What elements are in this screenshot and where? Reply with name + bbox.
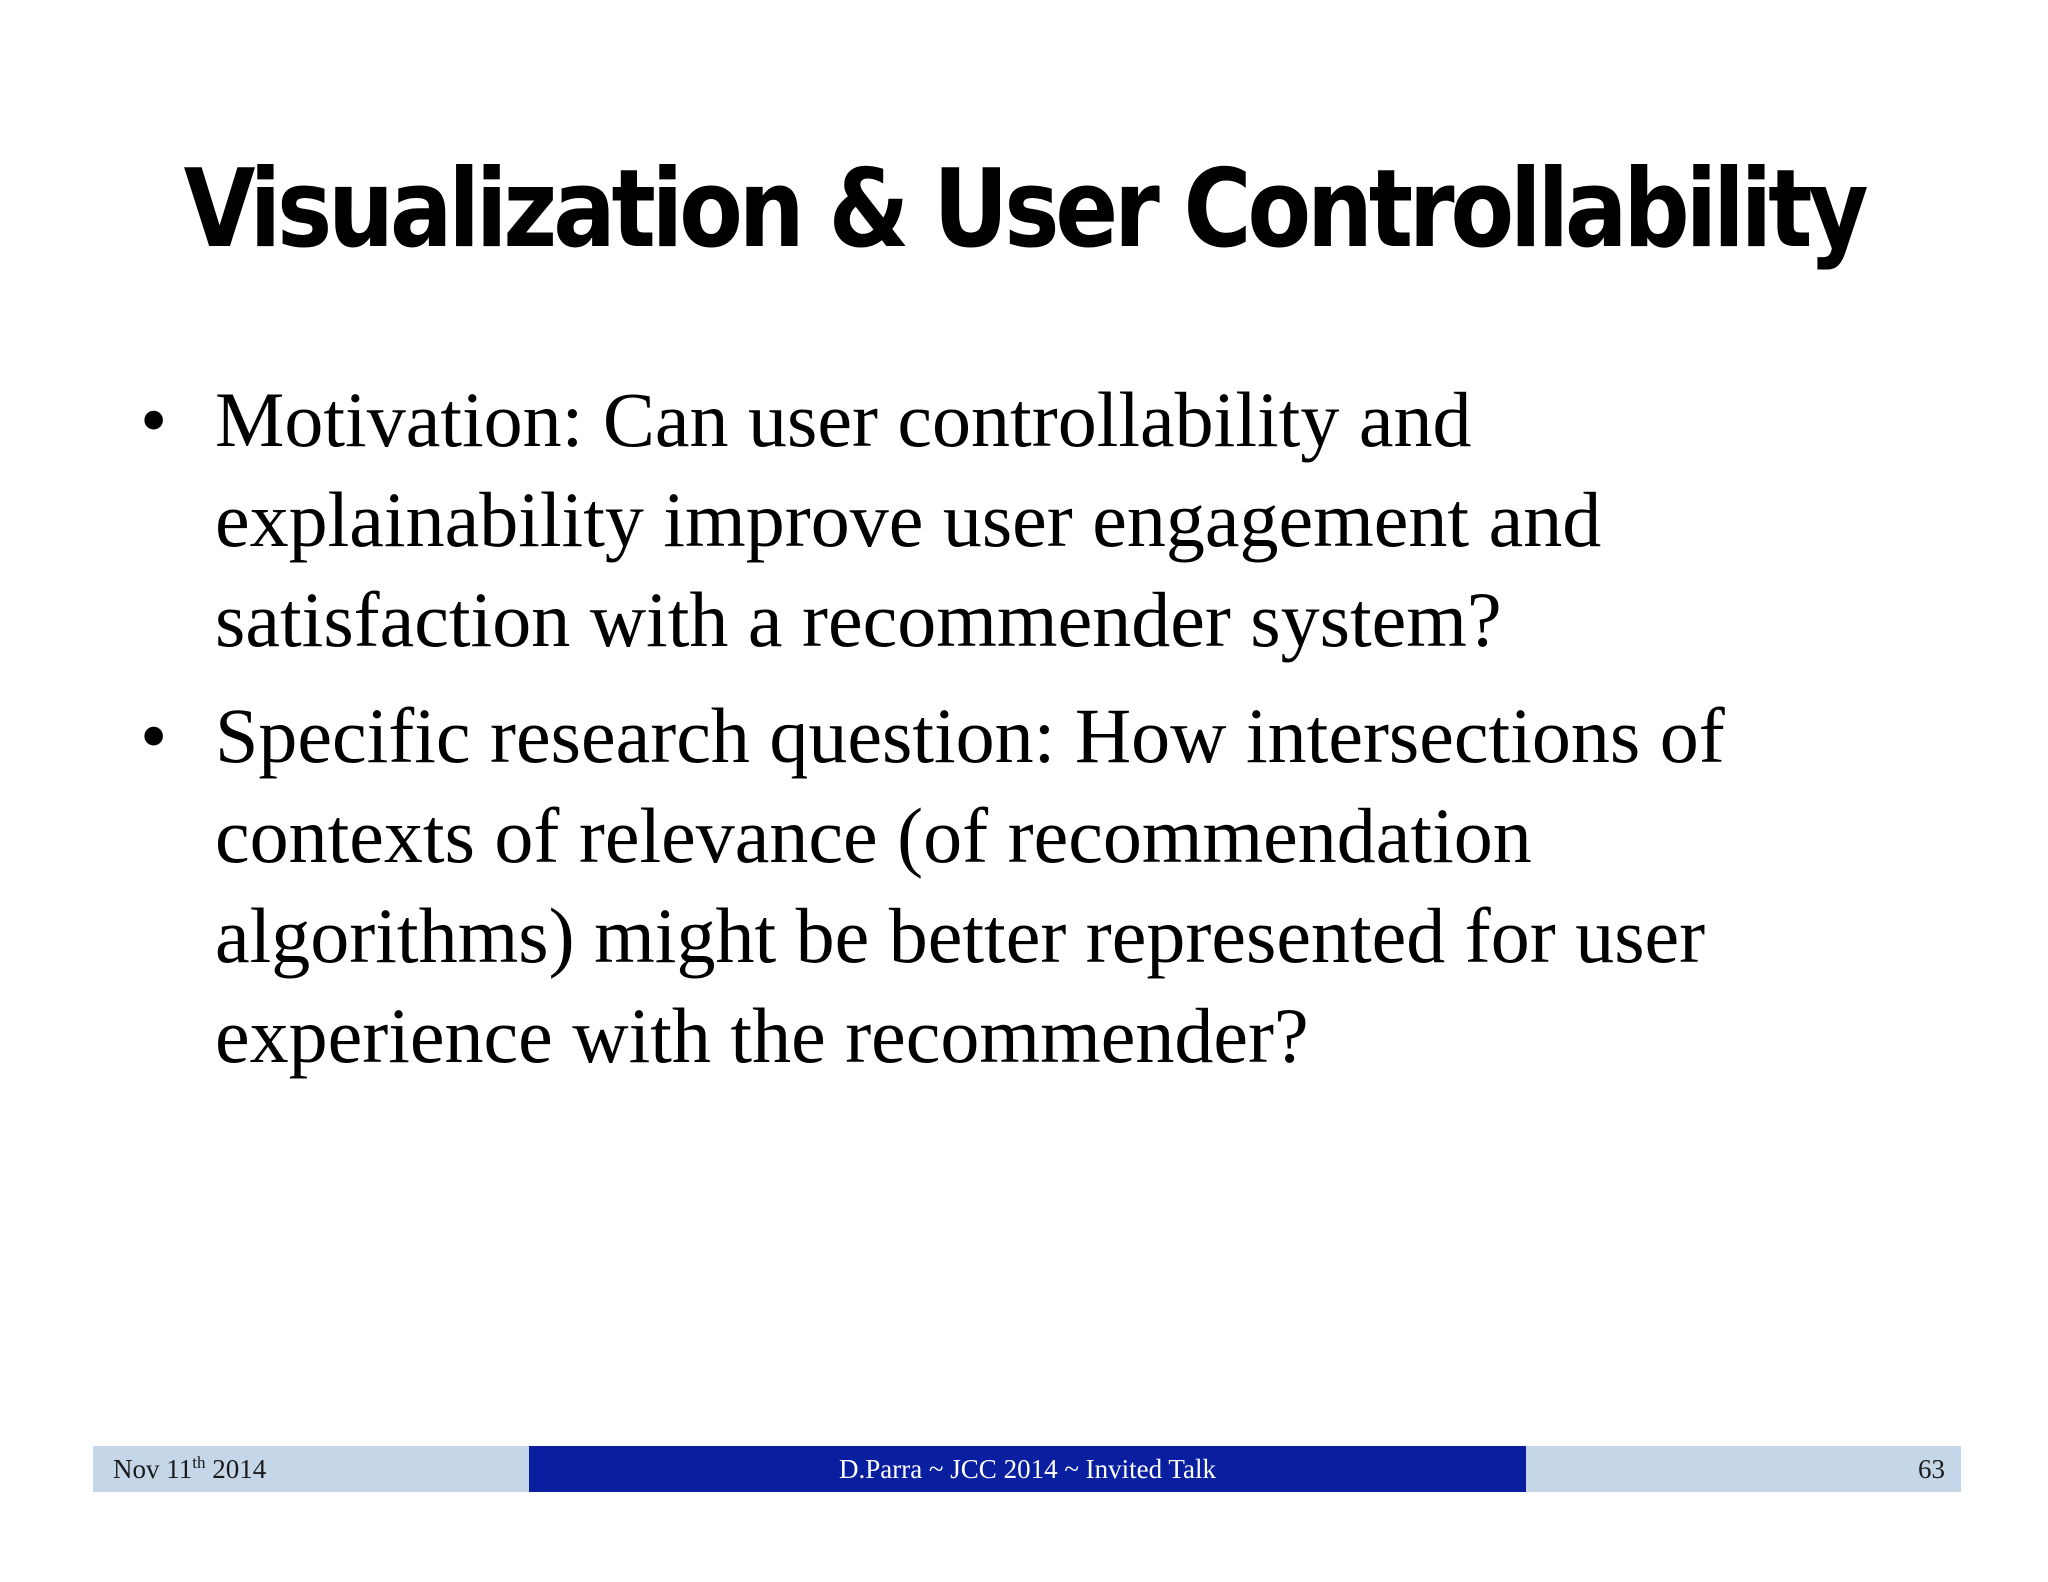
bullet-marker: • [140,692,168,779]
footer-date-year: 2014 [205,1454,267,1484]
bullet-marker: • [140,376,168,463]
footer-date-suffix: th [192,1453,206,1472]
footer-presentation-info: D.Parra ~ JCC 2014 ~ Invited Talk [529,1446,1526,1492]
bullet-text: Specific research question: How intersections of contexts of relevance (of recommendation algorithms) might be better represented for user experience with the recommender? [215,692,1725,1079]
bullet-item-research-question [140,686,1780,1086]
footer-date-prefix: Nov 11 [113,1454,193,1484]
footer-bar [93,1446,1961,1492]
bullet-text: Motivation: Can user controllability and explainability improve user engagement and satisfaction with a recommender system? [215,376,1602,663]
bullet-list [140,370,1780,1102]
footer-date [93,1446,529,1492]
slide-title: Visualization & User Controllability [183,147,1865,272]
footer-page-number: 63 [1526,1446,1961,1492]
bullet-item-motivation [140,370,1780,670]
